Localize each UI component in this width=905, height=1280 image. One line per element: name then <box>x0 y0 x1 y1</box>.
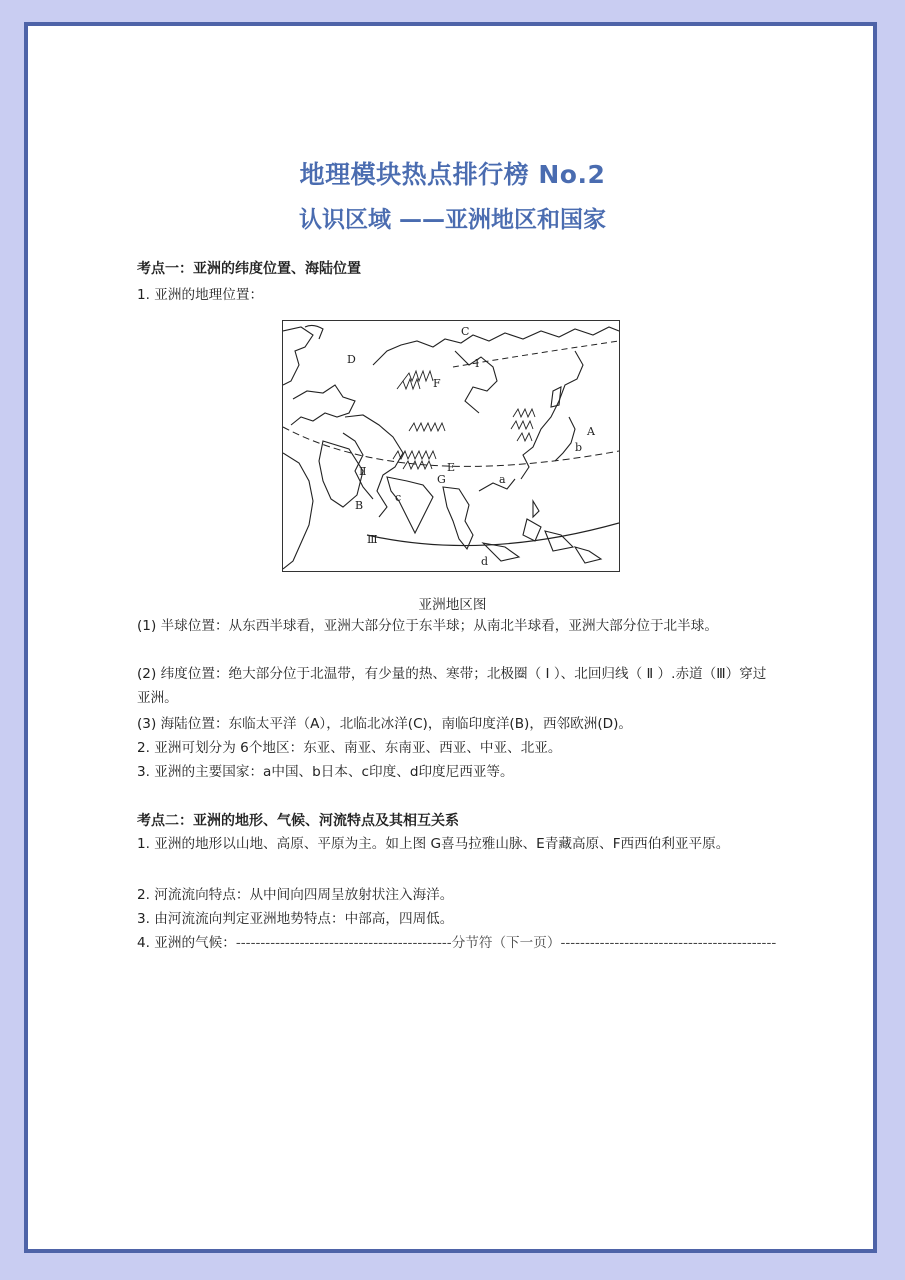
label-B: B <box>355 499 364 512</box>
section2-p4-prefix: 4. 亚洲的气候： <box>137 935 236 951</box>
asia-map <box>282 320 620 572</box>
section2-p3: 3. 由河流流向判定亚洲地势特点：中部高，四周低。 <box>137 911 454 927</box>
section1-p4: 2. 亚洲可划分为 6个地区：东亚、南亚、东南亚、西亚、中亚、北亚。 <box>137 740 562 756</box>
map-caption: 亚洲地区图 <box>418 597 487 613</box>
section1-heading: 考点一：亚洲的纬度位置、海陆位置 <box>137 261 361 277</box>
section-break-line-left: -------------------------------------------- <box>235 935 452 951</box>
section2-heading: 考点二：亚洲的地形、气候、河流特点及其相互关系 <box>137 813 459 829</box>
asia-map-drawing <box>283 321 619 571</box>
section-break-label: 分节符（下一页） <box>451 935 561 951</box>
label-G: G <box>437 473 446 486</box>
label-A: A <box>587 425 595 438</box>
label-II: Ⅱ <box>359 465 367 478</box>
label-F: F <box>433 377 441 390</box>
label-b: b <box>575 441 583 454</box>
section1-p1: (1) 半球位置：从东西半球看，亚洲大部分位于东半球；从南北半球看，亚洲大部分位于北半球。 <box>137 618 718 634</box>
label-c: c <box>395 491 402 504</box>
label-a: a <box>499 473 506 486</box>
label-D: D <box>347 353 356 366</box>
label-III: Ⅲ <box>367 533 378 546</box>
section2-p4 <box>137 934 776 952</box>
page-title: 地理模块热点排行榜 No.2 <box>299 160 606 189</box>
label-d: d <box>481 555 489 568</box>
label-I: Ⅰ <box>475 357 480 370</box>
section1-p5: 3. 亚洲的主要国家：a中国、b日本、c印度、d印度尼西亚等。 <box>137 764 514 780</box>
section-break-line-right: -------------------------------------------- <box>560 935 777 951</box>
section1-item1: 1. 亚洲的地理位置： <box>137 287 264 303</box>
section2-p1: 1. 亚洲的地形以山地、高原、平原为主。如上图 G喜马拉雅山脉、E青藏高原、F西西伯利亚平原。 <box>137 836 730 852</box>
page-subtitle: 认识区域 ——亚洲地区和国家 <box>298 207 606 233</box>
section1-p3: (3) 海陆位置：东临太平洋（A），北临北冰洋(C)，南临印度洋(B)，西邻欧洲(D)。 <box>137 716 632 732</box>
label-E: E <box>447 461 456 474</box>
section1-p2: (2) 纬度位置：绝大部分位于北温带，有少量的热、寒带；北极圈（ Ⅰ ）、北回归线（ Ⅱ ）.赤道（Ⅲ）穿过亚洲。 <box>137 666 767 706</box>
label-C: C <box>461 325 470 338</box>
section2-p2: 2. 河流流向特点：从中间向四周呈放射状注入海洋。 <box>137 887 454 903</box>
